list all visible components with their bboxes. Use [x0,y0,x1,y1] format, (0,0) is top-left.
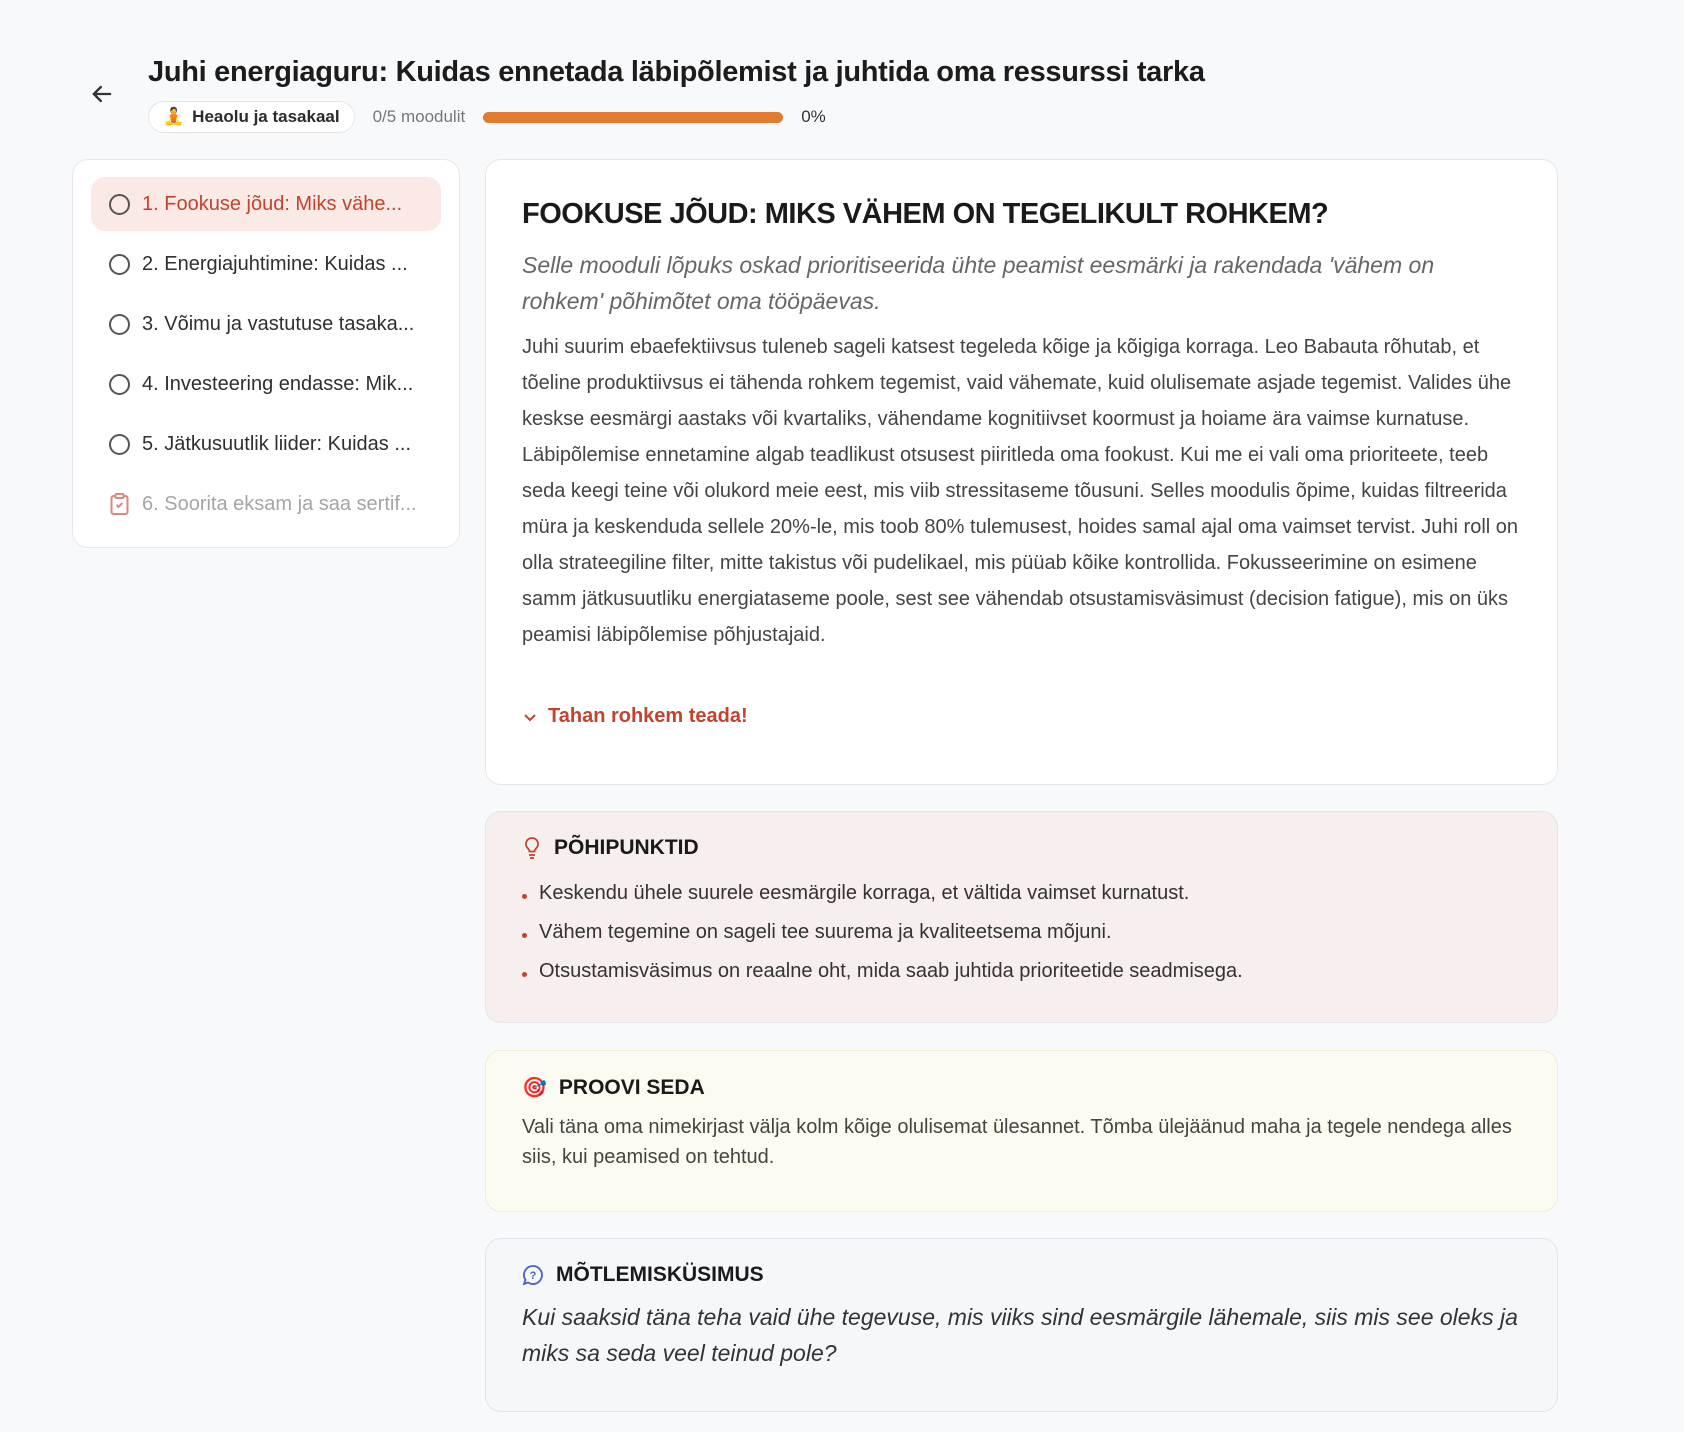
key-points-card [485,811,1558,1023]
try-it-text: Vali täna oma nimekirjast välja kolm kõige olulisemat ülesannet. Tõmba ülejäänud maha ja tegele nendega alles siis, kui peamised on tehtud. [522,1116,1512,1168]
question-bubble-icon [522,1264,544,1286]
sidebar-item-module-3[interactable] [91,297,441,351]
sidebar-item-module-4[interactable] [91,357,441,411]
learn-more-label: Tahan rohkem teada! [548,705,748,727]
key-point-text: Otsustamisväsimus on reaalne oht, mida saab juhtida prioriteetide seadmisega. [539,960,1243,982]
key-points-title: PÕHIPUNKTID [554,836,699,859]
category-badge [148,101,355,133]
sidebar-item-exam[interactable] [91,477,441,531]
item-label: 1. Fookuse jõud: Miks vähe... [142,192,403,215]
module-body: Juhi suurim ebaefektiivsus tuleneb sageli katsest tegeleda kõige ja kõigiga korraga. Leo Babauta rõhutab, et tõeline produktiivsus ei tähenda rohkem tegemist, vaid vähemate, kuid olulisemate asjade tegemist. Valides ühe keskse eesmärgi aastaks või kvartaliks, vähendame kognitiivset koormust ja hoiame ära vaimse kurnatuse. Läbipõlemise ennetamine algab teadlikust otsusest piiritleda oma fookust. Kui me ei vali oma prioriteete, teeb seda keegi teine või olukord meie eest, mis viib stressitaseme tõusuni. Selles moodulis õpime, kuidas filtreerida müra ja keskenduda sellele 20%-le, mis toob 80% tulemusest, hoides samal ajal oma vaimset tervist. Juhi roll on olla strateegiline filter, mitte takistus või pudelikael, mis püüab kõike kontrollida. Fokusseerimine on esimene samm jätkusuutliku energiataseme poole, sest see vähendab otsustamisväsimust (decision fatigue), mis on üks peamisi läbipõlemise põhjustajaid. [522,336,1519,646]
key-point-text: Vähem tegemine on sageli tee suurema ja kvaliteetsema mõjuni. [539,921,1112,943]
progress-percent: 0% [801,107,826,126]
clipboard-check-icon [109,493,130,515]
module-content-card [485,159,1558,785]
circle-icon [109,374,130,395]
item-label: 4. Investeering endasse: Mik... [142,372,414,395]
item-label: 6. Soorita eksam ja saa sertif... [142,492,417,515]
key-point [522,874,1521,913]
chevron-down-icon [522,709,538,725]
category-label: Heaolu ja tasakaal [192,107,340,126]
item-label: 3. Võimu ja vastutuse tasaka... [142,312,415,335]
course-meta [148,101,826,133]
circle-icon [109,194,130,215]
item-label: 2. Energiajuhtimine: Kuidas ... [142,252,408,275]
progress-bar [483,112,783,123]
try-it-title: PROOVI SEDA [558,1075,705,1099]
sidebar-item-module-5[interactable] [91,417,441,471]
sidebar-item-module-2[interactable] [91,237,441,291]
meditation-icon: 🧘 [163,107,185,126]
back-arrow-icon[interactable] [88,80,116,108]
item-label: 5. Jätkusuutlik liider: Kuidas ... [142,432,412,455]
reflection-question: Kui saaksid täna teha vaid ühe tegevuse, mis viiks sind eesmärgile lähemale, siis mis see oleks ja miks sa seda veel teinud pole? [522,1304,1518,1366]
svg-text:?: ? [529,1270,537,1282]
learn-more-button[interactable] [522,705,1521,728]
target-icon: 🎯 [522,1077,547,1099]
key-point [522,913,1521,952]
reflection-title: MÕTLEMISKÜSIMUS [556,1263,764,1286]
course-title: Juhi energiaguru: Kuidas ennetada läbipõlemist ja juhtida oma ressurssi tarka [148,56,1205,88]
try-it-card [485,1050,1558,1212]
module-sidebar [72,159,460,548]
circle-icon [109,254,130,275]
circle-icon [109,434,130,455]
reflection-card [485,1238,1558,1412]
lightbulb-icon [522,836,542,860]
module-title: FOOKUSE JÕUD: MIKS VÄHEM ON TEGELIKULT ROHKEM? [522,198,1329,230]
modules-progress: 0/5 moodulit [372,107,466,126]
module-subtitle: Selle mooduli lõpuks oskad prioritiseerida ühte peamist eesmärki ja rakendada 'vähem on rohkem' põhimõtet oma tööpäevas. [522,252,1435,314]
key-point [522,952,1521,991]
sidebar-item-module-1[interactable] [91,177,441,231]
key-point-text: Keskendu ühele suurele eesmärgile korraga, et vältida vaimset kurnatust. [539,882,1190,904]
circle-icon [109,314,130,335]
